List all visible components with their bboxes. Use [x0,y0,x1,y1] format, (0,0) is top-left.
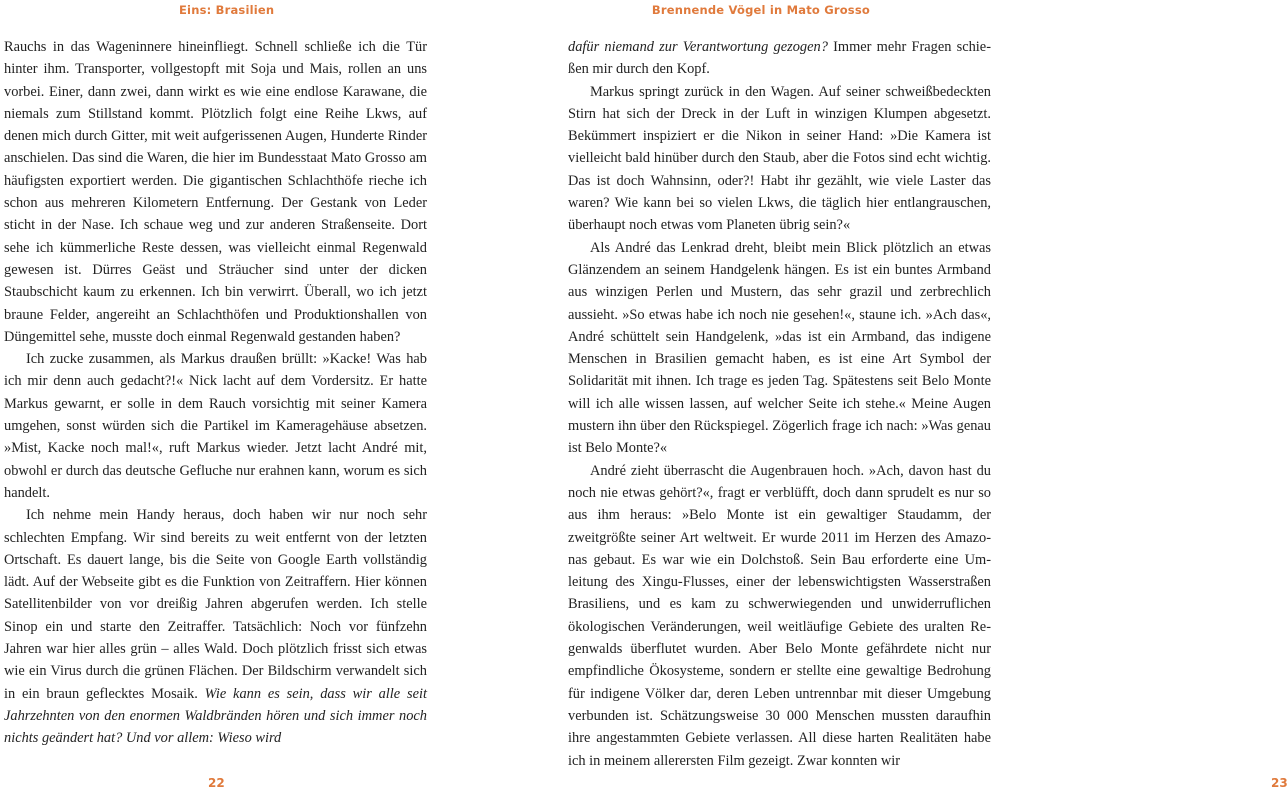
paragraph: dafür niemand zur Verantwortung gezogen? Immer mehr Fragen schießen mir durch den Kopf. [568,39,991,78]
body-text [4,36,427,750]
paragraph: Ich nehme mein Handy heraus, doch haben wir nur noch sehr schlechten Empfang. Wir sind bereits zu weit entfernt von der letzten Ortschaft. Es dauert lange, bis die Seite von Google Earth vollständig lädt. Auf der Webseite gibt es die Funktion von Zeitraffern. Hier können Satellitenbilder von vor dreißig Jahren abgerufen werden. Ich stelle Sinop ein und starte den Zeitraffer. Tatsächlich: Noch vor fünfzehn Jahren war hier alles grün – alles Wald. Doch plötzlich frisst sich etwas wie ein Virus durch die grünen Flächen. Der Bildschirm verwandelt sich in ein braun geflecktes Mosaik. Wie kann es sein, dass wir alle seit Jahrzehnten von den enormen Waldbränden hören und sich immer noch nichts geändert hat? Und vor allem: Wieso wird [4,507,427,747]
paragraph: Markus springt zurück in den Wagen. Auf seiner schweißbedeckten Stirn hat sich der Dreck in der Luft in winzigen Klumpen abgesetzt. Bekümmert inspiziert er die Nikon in seiner Hand: »Die Kamera ist vielleicht bald hinüber durch den Staub, aber die Fotos sind echt wichtig. Das ist doch Wahnsinn, oder?! Habt ihr gezählt, wie viele Laster das waren? Wie kann bei so vielen Lkws, die täglich hier entlangrauschen, überhaupt noch etwas vom Planeten übrig sein?« [568,83,991,234]
paragraph: André zieht überrascht die Augenbrauen hoch. »Ach, davon hast du noch nie etwas gehört?«, fragt er verblüfft, doch dann sprudelt es nur so aus ihm heraus: »Belo Monte ist ein gewaltiger Staudamm, der zweitgrößte seiner Art weltweit. Er wurde 2011 im Herzen des Amazonas gebaut. Es war wie ein Dolchstoß. Sein Bau erforderte eine Umleitung des Xingu-Flusses, einer der lebenswichtigsten Wasserstraßen Brasiliens, und es kam zu schwerwiegenden und unwiderruflichen ökologischen Veränderungen, weil weitläufige Gebiete des uralten Regenwalds überflutet wurden. Aber Belo Monte gefährdete nicht nur empfindliche Ökosysteme, sondern er stellte eine gewaltige Bedrohung für indigene Völker dar, deren Leben untrennbar mit dieser Umgebung verbunden ist. Schätzungsweise 30 000 Menschen mussten daraufhin ihre angestammten Gebiete verlassen. All diese harten Realitäten habe ich in meinem allerersten Film gezeigt. Zwar konnten wir [568,462,991,769]
paragraph: Ich zucke zusammen, als Markus draußen brüllt: »Kacke! Was hab ich mir denn auch gedacht?!« Nick lacht auf dem Vordersitz. Er hatte Markus gewarnt, er solle in dem Rauch vorsichtig mit seiner Kamera umgehen, sonst würden sich die Partikel im Kameragehäuse absetzen. »Mist, Kacke noch mal!«, ruft Markus wieder. Jetzt lacht André mit, obwohl er durch das deutsche Gefluche nur erahnen kann, worum es sich handelt. [4,351,427,501]
running-head: Brennende Vögel in Mato Grosso [651,3,870,17]
paragraph: Rauchs in das Wageninnere hineinfliegt. Schnell schließe ich die Tür hinter ihm. Transporter, vollgestopft mit Soja und Mais, rollen an uns vorbei. Einer, dann zwei, dann wirkt es wie eine endlose Karawane, die niemals zum Stillstand kommt. Plötzlich folgt eine Reihe Lkws, auf denen mich durch Gitter, mit weit aufgerissenen Augen, Hunderte Rinder anschielen. Das sind die Waren, die hier im Bundesstaat Mato Grosso am häufigsten exportiert werden. Die gigantischen Schlachthöfe rieche ich schon aus mehreren Kilometern Entfernung. Der Gestank von Leder sticht in der Nase. Ich schaue weg und zur anderen Straßenseite. Dort sehe ich kümmerliche Reste dessen, was vielleicht einmal Regenwald gewesen ist. Dürres Geäst und Sträucher sind unter der dicken Staubschicht kaum zu erkennen. Ich bin verwirrt. Überall, wo ich jetzt braune Felder, angereiht an Schlachthöfen und Produktionshallen von Düngemittel sehe, musste doch einmal Regenwald gestanden haben? [4,39,427,345]
page-number: 23 [1271,776,1288,790]
right-page [500,0,1288,800]
page-number: 22 [208,776,225,790]
italic-passage: dafür niemand zur Verantwortung gezogen? [568,39,828,55]
body-text [568,36,991,772]
paragraph: Als André das Lenkrad dreht, bleibt mein Blick plötzlich an etwas Glänzendem an seinem Handgelenk hängen. Es ist ein buntes Armband aus winzigen Perlen und Mustern, das sehr grazil und zerbrechlich aussieht. »So etwas habe ich noch nie gesehen!«, staune ich. »Ach das«, André schüttelt sein Handgelenk, »das ist ein Armband, das indigene Menschen in Brasilien gemacht haben, es ist eine Art Symbol der Solidarität mit ihnen. Ich trage es jeden Tag. Spätestens seit Belo Monte will ich alle wissen lassen, auf welcher Seite ich stehe.« Meine Augen mustern ihn über den Rückspiegel. Zögerlich frage ich nach: »Was genau ist Belo Monte?« [568,239,991,457]
italic-passage: Wie kann es sein, dass wir alle seit Jahrzehnten von den enormen Waldbränden hören und sich immer noch nichts geändert hat? Und vor allem: Wieso wird [4,685,427,747]
left-page [0,0,500,800]
running-head: Eins: Brasilien [179,3,275,17]
